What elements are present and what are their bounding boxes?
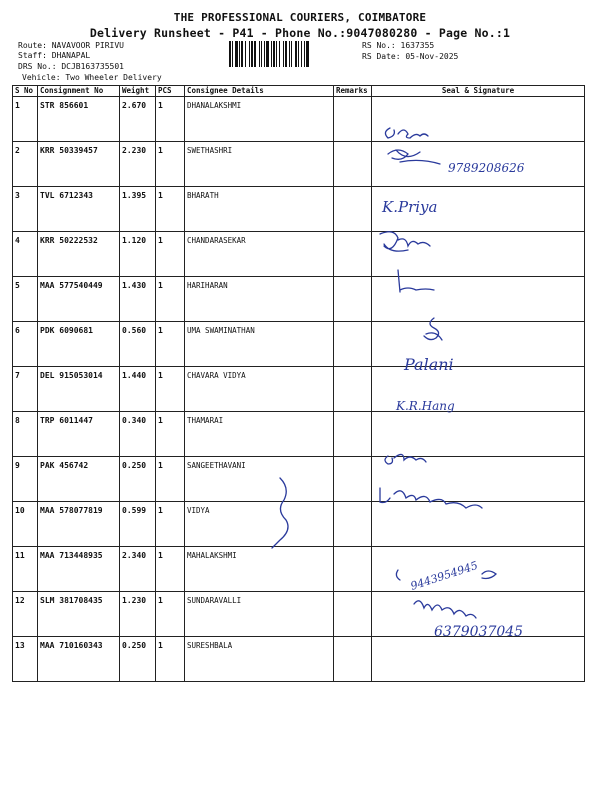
row-sno: 7 (13, 367, 38, 412)
table-row (13, 502, 585, 547)
name-handwritten-row3: K.Priya (382, 198, 438, 216)
table-row (13, 457, 585, 502)
runsheet-subtitle: Delivery Runsheet - P41 - Phone No.:9047080280 - Page No.:1 (89, 26, 511, 40)
consignee-name: BHARATH (185, 187, 334, 232)
remarks-cell (334, 367, 372, 412)
remarks-cell (334, 457, 372, 502)
signature-cell (372, 547, 585, 592)
pcs-value: 1 (156, 187, 185, 232)
consignment-number: PAK 456742 (38, 457, 120, 502)
remarks-cell (334, 502, 372, 547)
pcs-value: 1 (156, 97, 185, 142)
row-sno: 8 (13, 412, 38, 457)
consignment-number: SLM 381708435 (38, 592, 120, 637)
row-sno: 11 (13, 547, 38, 592)
pcs-value: 1 (156, 502, 185, 547)
signature-cell (372, 232, 585, 277)
route-label: Route: NAVAVOOR PIRIVU (18, 41, 124, 50)
remarks-cell (334, 142, 372, 187)
pcs-value: 1 (156, 592, 185, 637)
weight-value: 2.670 (120, 97, 156, 142)
consignee-name: DHANALAKSHMI (185, 97, 334, 142)
consignment-number: TVL 6712343 (38, 187, 120, 232)
consignment-number: MAA 578077819 (38, 502, 120, 547)
pcs-value: 1 (156, 322, 185, 367)
col-pcs-header: PCS (156, 86, 185, 97)
col-sno-header: S No (13, 86, 38, 97)
consignee-name: THAMARAI (185, 412, 334, 457)
consignment-number: MAA 577540449 (38, 277, 120, 322)
table-row (13, 97, 585, 142)
table-row (13, 277, 585, 322)
consignee-name: VIDYA (185, 502, 334, 547)
table-row (13, 232, 585, 277)
row-sno: 13 (13, 637, 38, 682)
consignee-name: SURESHBALA (185, 637, 334, 682)
consignment-number: TRP 6011447 (38, 412, 120, 457)
weight-value: 2.230 (120, 142, 156, 187)
weight-value: 0.340 (120, 412, 156, 457)
pcs-value: 1 (156, 367, 185, 412)
consignee-name: SWETHASHRI (185, 142, 334, 187)
remarks-cell (334, 412, 372, 457)
consignment-number: MAA 710160343 (38, 637, 120, 682)
drs-number: DRS No.: DCJB163735501 (18, 62, 124, 71)
row-sno: 10 (13, 502, 38, 547)
runsheet-table (12, 85, 585, 682)
weight-value: 1.430 (120, 277, 156, 322)
row-sno: 5 (13, 277, 38, 322)
name-handwritten-row8: K.R.Hang (396, 399, 455, 413)
signature-cell (372, 637, 585, 682)
table-row (13, 637, 585, 682)
consignment-number: STR 856601 (38, 97, 120, 142)
pcs-value: 1 (156, 457, 185, 502)
consignee-name: CHAVARA VIDYA (185, 367, 334, 412)
remarks-cell (334, 232, 372, 277)
row-sno: 9 (13, 457, 38, 502)
signature-cell (372, 367, 585, 412)
row-sno: 3 (13, 187, 38, 232)
row-sno: 6 (13, 322, 38, 367)
weight-value: 0.250 (120, 457, 156, 502)
table-header-row (13, 86, 585, 97)
consignee-name: UMA SWAMINATHAN (185, 322, 334, 367)
weight-value: 1.230 (120, 592, 156, 637)
signature-cell (372, 322, 585, 367)
signature-cell (372, 277, 585, 322)
signature-cell (372, 592, 585, 637)
col-remarks-header: Remarks (334, 86, 372, 97)
consignment-number: KRR 50339457 (38, 142, 120, 187)
row-sno: 1 (13, 97, 38, 142)
consignment-number: DEL 915053014 (38, 367, 120, 412)
table-row (13, 547, 585, 592)
weight-value: 2.340 (120, 547, 156, 592)
signature-cell (372, 457, 585, 502)
signature-cell (372, 412, 585, 457)
col-consignment-header: Consignment No (38, 86, 120, 97)
company-title: THE PROFESSIONAL COURIERS, COIMBATORE (173, 11, 427, 24)
pcs-value: 1 (156, 547, 185, 592)
remarks-cell (334, 322, 372, 367)
staff-label: Staff: DHANAPAL (18, 51, 91, 60)
phone-handwritten-row2: 9789208626 (448, 161, 525, 175)
weight-value: 1.395 (120, 187, 156, 232)
table-row (13, 367, 585, 412)
row-sno: 12 (13, 592, 38, 637)
signature-cell (372, 142, 585, 187)
remarks-cell (334, 637, 372, 682)
weight-value: 0.560 (120, 322, 156, 367)
consignment-number: PDK 6090681 (38, 322, 120, 367)
remarks-cell (334, 187, 372, 232)
table-row (13, 322, 585, 367)
consignment-number: KRR 50222532 (38, 232, 120, 277)
pcs-value: 1 (156, 412, 185, 457)
signature-cell (372, 97, 585, 142)
col-details-header: Consignee Details (185, 86, 334, 97)
phone-handwritten-row13: 6379037045 (434, 624, 524, 640)
row-sno: 4 (13, 232, 38, 277)
name-handwritten-row7: Palani (404, 355, 454, 374)
table-row (13, 142, 585, 187)
remarks-cell (334, 97, 372, 142)
barcode-image (229, 41, 357, 67)
remarks-cell (334, 277, 372, 322)
signature-cell (372, 187, 585, 232)
weight-value: 1.440 (120, 367, 156, 412)
pcs-value: 1 (156, 232, 185, 277)
weight-value: 1.120 (120, 232, 156, 277)
consignment-number: MAA 713448935 (38, 547, 120, 592)
col-signature-header: Seal & Signature (372, 86, 585, 97)
weight-value: 0.250 (120, 637, 156, 682)
consignee-name: CHANDARASEKAR (185, 232, 334, 277)
consignee-name: HARIHARAN (185, 277, 334, 322)
vehicle-label: Vehicle: Two Wheeler Delivery (22, 73, 162, 82)
weight-value: 0.599 (120, 502, 156, 547)
pcs-value: 1 (156, 142, 185, 187)
row-sno: 2 (13, 142, 38, 187)
consignee-name: MAHALAKSHMI (185, 547, 334, 592)
table-row (13, 187, 585, 232)
rs-date: RS Date: 05-Nov-2025 (362, 52, 459, 61)
phone-handwritten-row12: 9443954945 (408, 558, 480, 593)
remarks-cell (334, 592, 372, 637)
table-row (13, 592, 585, 637)
signature-cell (372, 502, 585, 547)
remarks-cell (334, 547, 372, 592)
table-row (13, 412, 585, 457)
col-weight-header: Weight (120, 86, 156, 97)
consignee-name: SANGEETHAVANI (185, 457, 334, 502)
consignee-name: SUNDARAVALLI (185, 592, 334, 637)
pcs-value: 1 (156, 277, 185, 322)
rs-number: RS No.: 1637355 (362, 41, 435, 50)
pcs-value: 1 (156, 637, 185, 682)
